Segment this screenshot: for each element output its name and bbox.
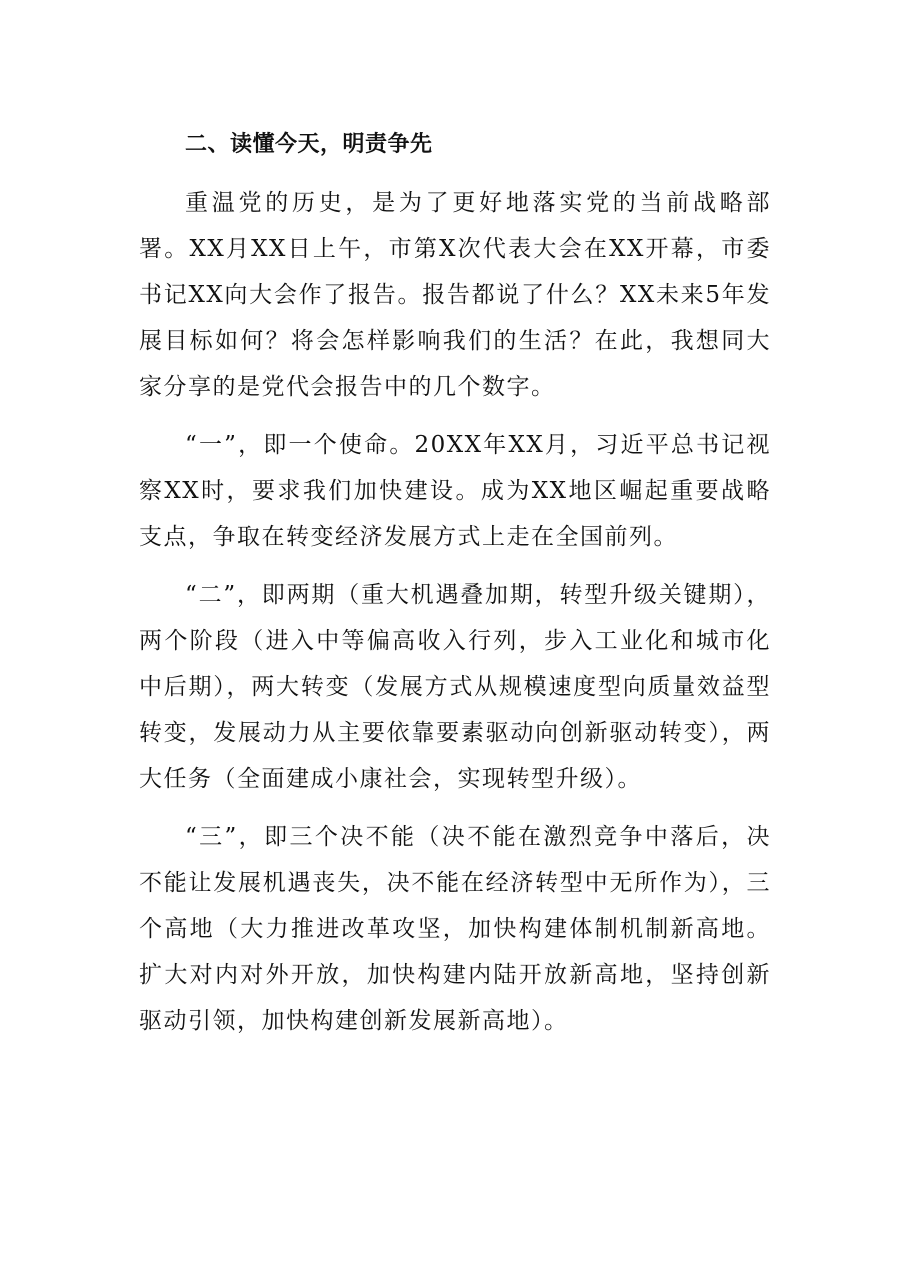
paragraph-two-periods: “二”，即两期（重大机遇叠加期，转型升级关键期），两个阶段（进入中等偏高收入行列，步入工业化和城市化中后期），两大转变（发展方式从规模速度型向质量效益型转变，发展动力从主要依靠要素驱动向创新驱动转变），两大任务（全面建成小康社会，实现转型升级）。 [139,582,771,792]
paragraph-three-highlands: “三”，即三个决不能（决不能在激烈竞争中落后，决不能让发展机遇丧失，决不能在经济转型中无所作为），三个高地（大力推进改革攻坚，加快构建体制机制新高地。扩大对内对外开放，加快构建内陆开放新高地，坚持创新驱动引领，加快构建创新发展新高地）。 [139,824,771,1034]
spacer [139,410,771,422]
document-body [139,122,771,1044]
section-heading: 二、读懂今天，明责争先 [185,132,433,157]
paragraph-one-mission: “一”，即一个使命。20XX年XX月，习近平总书记视察XX时，要求我们加快建设。成为XX地区崛起重要战略支点，争取在转变经济发展方式上走在全国前列。 [139,432,771,550]
paragraph-history: 重温党的历史，是为了更好地落实党的当前战略部署。XX月XX日上午，市第X次代表大会在XX开幕，市委书记XX向大会作了报告。报告都说了什么？XX未来5年发展目标如何？将会怎样影响我们的生活？在此，我想同大家分享的是党代会报告中的几个数字。 [139,190,771,400]
spacer [139,168,771,180]
spacer [139,560,771,572]
spacer [139,802,771,814]
